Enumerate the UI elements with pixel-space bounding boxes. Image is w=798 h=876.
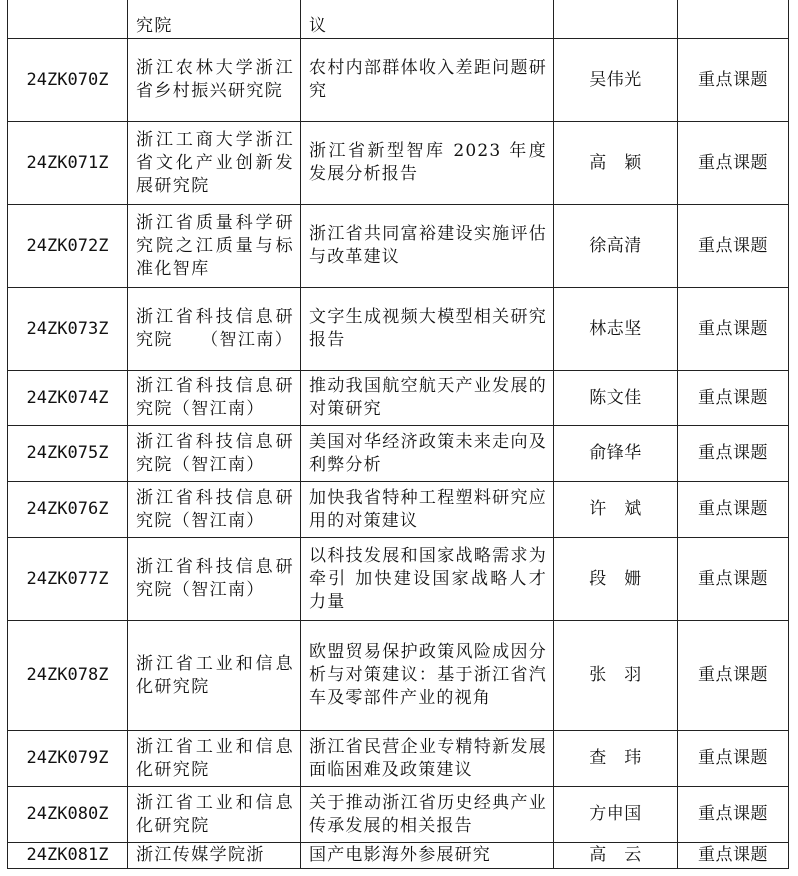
project-code: 24ZK074Z [8,371,128,426]
topic-cell: 浙江省共同富裕建设实施评估与改革建议 [301,205,554,288]
table-row [8,843,789,869]
institution-cell: 浙江省科技信息研究院（智江南） [128,371,301,426]
level-cell: 重点课题 [678,426,789,482]
project-code: 24ZK079Z [8,731,128,787]
institution-cell: 浙江省工业和信息化研究院 [128,787,301,843]
table-row [8,205,789,288]
header-level-cell [678,0,789,39]
institution-cell: 浙江省科技信息研究院（智江南） [128,538,301,621]
table-row [8,787,789,843]
topic-cell: 浙江省民营企业专精特新发展面临困难及政策建议 [301,731,554,787]
institution-cell: 浙江省质量科学研究院之江质量与标准化智库 [128,205,301,288]
project-code: 24ZK071Z [8,122,128,205]
topic-cell: 国产电影海外参展研究 [301,843,554,869]
level-cell: 重点课题 [678,843,789,869]
project-code: 24ZK076Z [8,482,128,538]
person-cell: 徐高清 [554,205,678,288]
topic-cell: 关于推动浙江省历史经典产业传承发展的相关报告 [301,787,554,843]
project-code: 24ZK072Z [8,205,128,288]
person-cell: 俞锋华 [554,426,678,482]
institution-cell: 浙江省工业和信息化研究院 [128,621,301,731]
table-row [8,122,789,205]
topic-cell: 美国对华经济政策未来走向及利弊分析 [301,426,554,482]
topic-cell: 浙江省新型智库 2023 年度发展分析报告 [301,122,554,205]
institution-cell: 浙江省科技信息研究院（智江南） [128,426,301,482]
table-row [8,371,789,426]
person-cell: 高 颖 [554,122,678,205]
table-row [8,538,789,621]
header-institution-cell: 究院 [128,0,301,39]
level-cell: 重点课题 [678,205,789,288]
project-code: 24ZK081Z [8,843,128,869]
project-code: 24ZK075Z [8,426,128,482]
project-code: 24ZK070Z [8,39,128,122]
person-cell: 陈文佳 [554,371,678,426]
table-row [8,731,789,787]
institution-cell: 浙江省科技信息研究院 （智江南） [128,288,301,371]
person-cell: 林志坚 [554,288,678,371]
topic-cell: 欧盟贸易保护政策风险成因分析与对策建议：基于浙江省汽车及零部件产业的视角 [301,621,554,731]
header-person-cell [554,0,678,39]
institution-cell: 浙江省科技信息研究院（智江南） [128,482,301,538]
table-row [8,621,789,731]
header-topic-cell: 议 [301,0,554,39]
person-cell: 张 羽 [554,621,678,731]
level-cell: 重点课题 [678,538,789,621]
project-code: 24ZK077Z [8,538,128,621]
level-cell: 重点课题 [678,787,789,843]
table-row [8,39,789,122]
level-cell: 重点课题 [678,122,789,205]
topic-cell: 加快我省特种工程塑料研究应用的对策建议 [301,482,554,538]
table-row [8,482,789,538]
project-code: 24ZK080Z [8,787,128,843]
topic-cell: 文字生成视频大模型相关研究报告 [301,288,554,371]
person-cell: 查 玮 [554,731,678,787]
project-code: 24ZK073Z [8,288,128,371]
institution-cell: 浙江工商大学浙江省文化产业创新发展研究院 [128,122,301,205]
level-cell: 重点课题 [678,288,789,371]
person-cell: 吴伟光 [554,39,678,122]
level-cell: 重点课题 [678,39,789,122]
table-row [8,426,789,482]
topic-cell: 推动我国航空航天产业发展的对策研究 [301,371,554,426]
institution-cell: 浙江农林大学浙江省乡村振兴研究院 [128,39,301,122]
topic-cell: 以科技发展和国家战略需求为牵引 加快建设国家战略人才力量 [301,538,554,621]
person-cell: 方申国 [554,787,678,843]
project-code: 24ZK078Z [8,621,128,731]
level-cell: 重点课题 [678,482,789,538]
level-cell: 重点课题 [678,621,789,731]
topic-cell: 农村内部群体收入差距问题研究 [301,39,554,122]
level-cell: 重点课题 [678,731,789,787]
level-cell: 重点课题 [678,371,789,426]
table-row [8,288,789,371]
person-cell: 高 云 [554,843,678,869]
institution-cell: 浙江省工业和信息化研究院 [128,731,301,787]
person-cell: 许 斌 [554,482,678,538]
institution-cell: 浙江传媒学院浙 [128,843,301,869]
person-cell: 段 姗 [554,538,678,621]
project-table [7,0,789,869]
table-header-fragment-row [8,0,789,39]
header-code-cell [8,0,128,39]
